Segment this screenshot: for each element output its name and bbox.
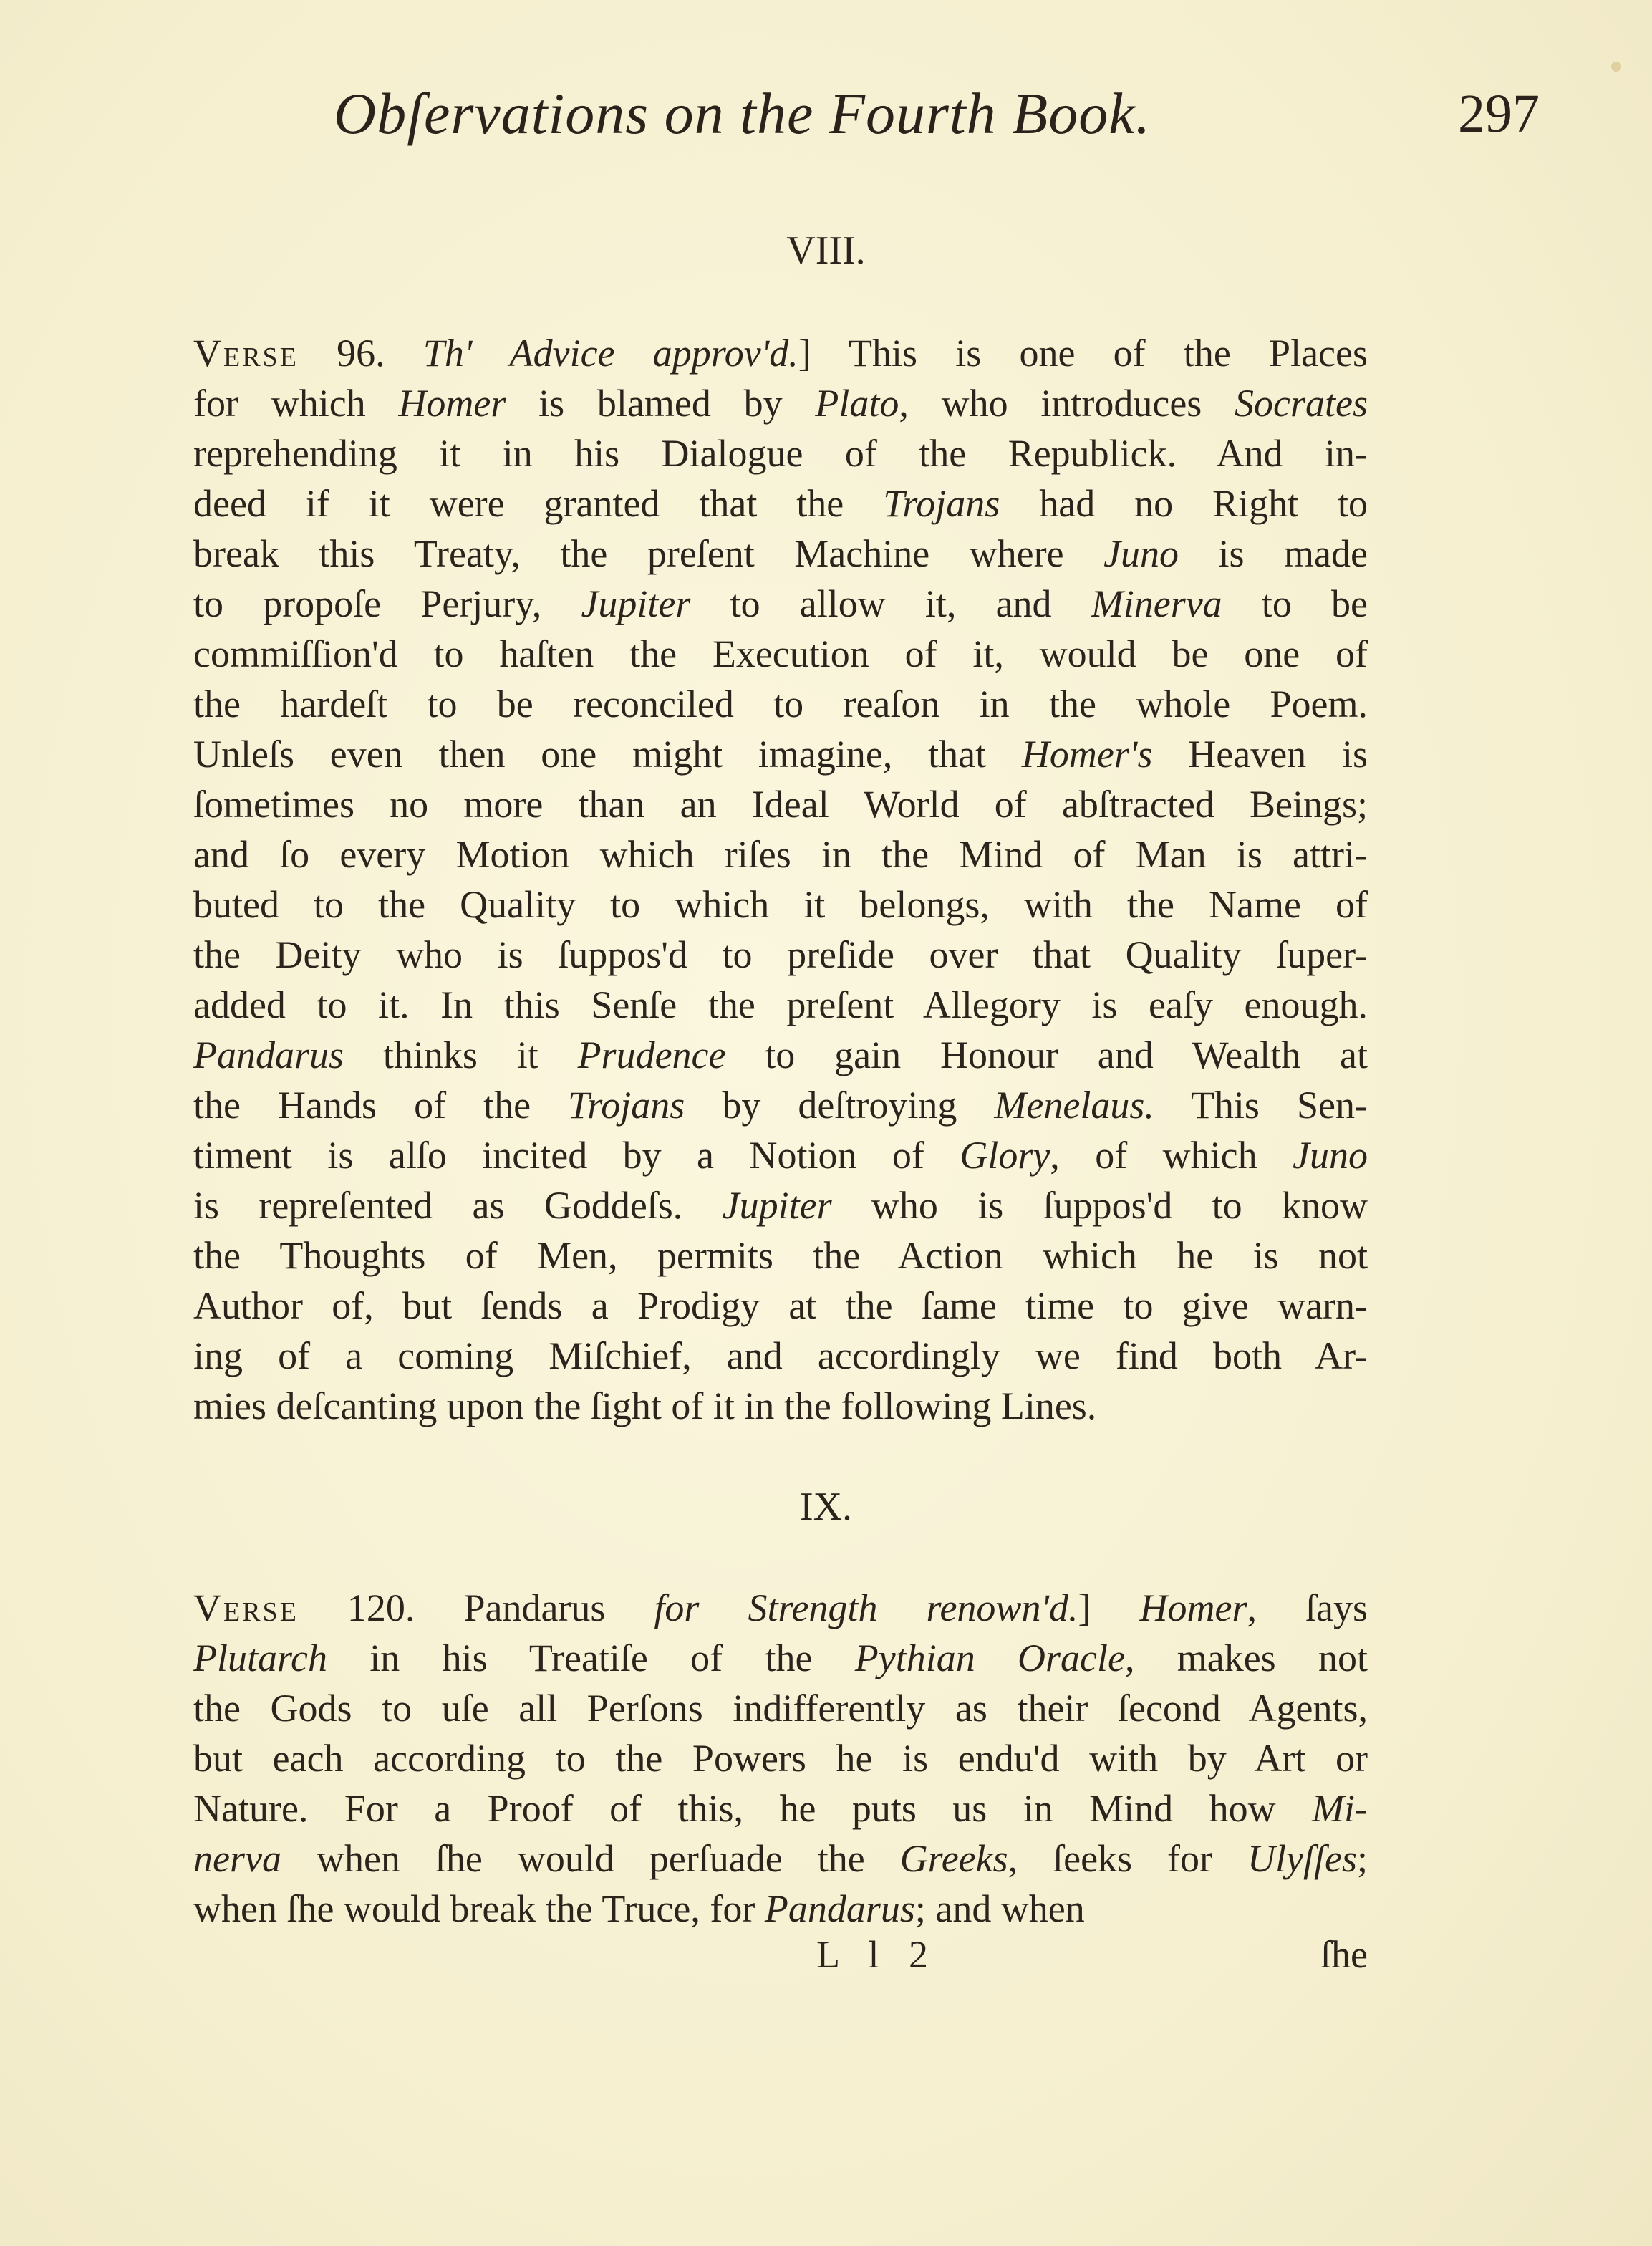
text-run: to propoſe Perjury, xyxy=(193,582,581,625)
italic-text: Pandarus xyxy=(193,1033,344,1076)
page-number: 297 xyxy=(1458,84,1540,144)
text-run: is blamed by xyxy=(506,382,816,425)
text-run: commiſſion'd to haſten the Execution of it, would be one of xyxy=(193,632,1368,675)
italic-text: Jupiter xyxy=(581,582,691,625)
italic-text: Trojans xyxy=(568,1084,685,1127)
catchword: ſhe xyxy=(1320,1933,1368,1976)
note-verse-96 xyxy=(193,328,1368,1431)
italic-text: Mi- xyxy=(1312,1787,1368,1830)
text-run: who is ſuppos'd to know xyxy=(831,1184,1368,1227)
italic-text: for Strength renown'd. xyxy=(654,1586,1078,1629)
text-line xyxy=(193,529,1368,579)
text-run: the Deity who is ſuppos'd to preſide over that Quality ſuper- xyxy=(193,933,1368,976)
text-run: Heaven is xyxy=(1152,733,1368,776)
text-run: is repreſented as Goddeſs. xyxy=(193,1184,723,1227)
text-line xyxy=(193,478,1368,529)
text-run: when ſhe would break the Truce, for xyxy=(193,1887,765,1930)
text-run: buted to the Quality to which it belongs, with the Name of xyxy=(193,883,1368,926)
text-line xyxy=(193,1281,1368,1331)
text-run: but each according to the Powers he is endu'd with by Art or xyxy=(193,1737,1368,1780)
italic-text: Menelaus. xyxy=(994,1084,1154,1127)
text-line xyxy=(193,879,1368,930)
text-run: , who introduces xyxy=(899,382,1235,425)
italic-text: nerva xyxy=(193,1837,281,1880)
text-run: , ſeeks for xyxy=(1008,1837,1248,1880)
text-line xyxy=(193,1633,1368,1683)
signature-mark: L l 2 xyxy=(816,1933,938,1976)
text-run: the Hands of the xyxy=(193,1084,569,1127)
italic-text: Jupiter xyxy=(722,1184,832,1227)
text-line xyxy=(193,1833,1368,1884)
text-run: break this Treaty, the preſent Machine where xyxy=(193,532,1104,575)
text-line xyxy=(193,729,1368,779)
text-line xyxy=(193,328,1368,378)
text-run: deed if it were granted that the xyxy=(193,482,884,525)
italic-text: Greeks xyxy=(899,1837,1008,1880)
text-run: by deſtroying xyxy=(685,1084,995,1127)
italic-text: Trojans xyxy=(883,482,1000,525)
italic-text: Juno xyxy=(1103,532,1179,575)
text-run: had no Right to xyxy=(1000,482,1368,525)
text-run: to allow it, and xyxy=(690,582,1091,625)
text-run: ; xyxy=(1356,1837,1368,1880)
text-line xyxy=(193,428,1368,478)
text-run: Author of, but ſends a Prodigy at the ſame time to give warn- xyxy=(193,1284,1368,1327)
italic-text: Socrates xyxy=(1235,382,1368,425)
italic-text: Glory xyxy=(960,1134,1050,1177)
text-run: for which xyxy=(193,382,399,425)
text-line xyxy=(193,779,1368,829)
italic-text: Prudence xyxy=(577,1033,726,1076)
text-run: when ſhe would perſuade the xyxy=(281,1837,900,1880)
paper-stain xyxy=(1611,62,1621,72)
text-run: 120. Pandarus xyxy=(298,1586,654,1629)
small-caps-text: Verse xyxy=(193,332,299,375)
italic-text: Pythian Oracle xyxy=(854,1637,1125,1679)
section-heading-viii: VIII. xyxy=(786,228,866,273)
text-run: , ſays xyxy=(1247,1586,1368,1629)
italic-text: Homer's xyxy=(1021,733,1153,776)
text-line xyxy=(193,1884,1368,1934)
text-run: Unleſs even then one might imagine, that xyxy=(193,733,1022,776)
text-line xyxy=(193,1381,1368,1431)
italic-text: Juno xyxy=(1293,1134,1368,1177)
text-line xyxy=(193,679,1368,729)
running-head xyxy=(193,80,1540,166)
text-run: the Gods to uſe all Perſons indifferently as their ſecond Agents, xyxy=(193,1687,1368,1730)
text-run: the hardeſt to be reconciled to reaſon in the whole Poem. xyxy=(193,683,1368,726)
text-line xyxy=(193,980,1368,1030)
italic-text: Minerva xyxy=(1091,582,1222,625)
text-line xyxy=(193,1080,1368,1130)
text-run: to gain Honour and Wealth at xyxy=(725,1033,1368,1076)
italic-text: Th' Advice approv'd. xyxy=(422,332,798,375)
text-run: ] xyxy=(1078,1586,1140,1629)
text-line xyxy=(193,1030,1368,1080)
section-heading-ix: IX. xyxy=(799,1485,853,1529)
text-run: the Thoughts of Men, permits the Action which he is not xyxy=(193,1234,1368,1277)
text-run: in his Treatiſe of the xyxy=(327,1637,855,1679)
text-run: ; and when xyxy=(914,1887,1085,1930)
text-run: Nature. For a Proof of this, he puts us in Mind how xyxy=(193,1787,1313,1830)
text-run: timent is alſo incited by a Notion of xyxy=(193,1134,960,1177)
running-title: Obſervations on the Fourth Book. xyxy=(334,81,1151,146)
text-line xyxy=(193,1230,1368,1281)
text-run: ] This is one of the Places xyxy=(798,332,1368,375)
text-run: ſometimes no more than an Ideal World of abſtracted Beings; xyxy=(193,783,1368,826)
text-line xyxy=(193,378,1368,428)
text-run: 96. xyxy=(298,332,423,375)
italic-text: Homer xyxy=(398,382,506,425)
italic-text: Pandarus xyxy=(764,1887,915,1930)
page-footer xyxy=(193,1932,1368,1990)
text-run: mies deſcanting upon the ſight of it in the following Lines. xyxy=(193,1384,1097,1427)
italic-text: Plutarch xyxy=(193,1637,327,1679)
text-line xyxy=(193,1180,1368,1230)
italic-text: Ulyſſes xyxy=(1247,1837,1357,1880)
text-line xyxy=(193,1683,1368,1733)
text-run: This Sen- xyxy=(1154,1084,1368,1127)
text-run: added to it. In this Senſe the preſent Allegory is eaſy enough. xyxy=(193,983,1368,1026)
text-run: and ſo every Motion which riſes in the Mind of Man is attri- xyxy=(193,833,1368,876)
text-line xyxy=(193,1130,1368,1180)
text-line xyxy=(193,1783,1368,1833)
italic-text: Plato xyxy=(815,382,899,425)
text-run: to be xyxy=(1222,582,1368,625)
text-line xyxy=(193,829,1368,879)
text-line xyxy=(193,1583,1368,1633)
text-run: is made xyxy=(1179,532,1368,575)
small-caps-text: Verse xyxy=(193,1586,299,1629)
text-line xyxy=(193,629,1368,679)
text-run: , of which xyxy=(1050,1134,1293,1177)
text-run: , makes not xyxy=(1124,1637,1368,1679)
text-line xyxy=(193,579,1368,629)
italic-text: Homer xyxy=(1139,1586,1247,1629)
text-run: ing of a coming Miſchief, and accordingly we find both Ar- xyxy=(193,1334,1368,1377)
note-verse-120 xyxy=(193,1583,1368,1934)
text-run: thinks it xyxy=(344,1033,578,1076)
text-run: reprehending it in his Dialogue of the Republick. And in- xyxy=(193,432,1368,475)
text-line xyxy=(193,1733,1368,1783)
text-line xyxy=(193,930,1368,980)
text-line xyxy=(193,1331,1368,1381)
